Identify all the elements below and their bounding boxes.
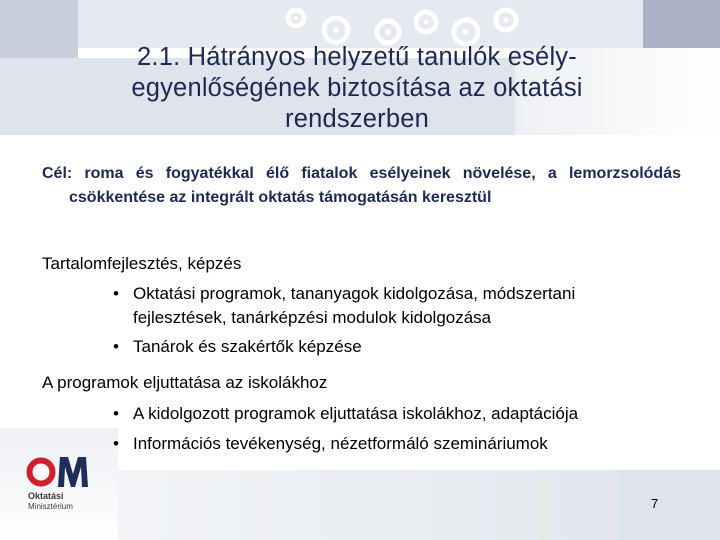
slide-title — [30, 42, 684, 135]
slide-title-line-2: egyenlőségének biztosítása az oktatási — [131, 74, 583, 102]
bullet-item — [113, 402, 673, 426]
logo-caption — [28, 491, 118, 512]
slide-title-line-3: rendszerben — [285, 105, 429, 133]
page-number: 7 — [651, 496, 659, 511]
bullet-icon: • — [113, 337, 119, 356]
bullet-icon: • — [113, 434, 119, 453]
bullet-icon: • — [113, 284, 119, 303]
om-logo-icon — [26, 454, 92, 490]
background-block-bottom-right — [618, 470, 720, 540]
bullet-text: Oktatási programok, tananyagok kidolgozása, módszertani fejlesztések, tanárképzési modulok kidolgozása — [133, 284, 576, 327]
background-block-top-right — [643, 0, 720, 48]
logo-caption-line-1: Oktatási — [28, 491, 64, 501]
goal-statement: Cél: roma és fogyatékkal élő fiatalok esélyeinek növelése, a lemorzsolódás csökkentése az integrált oktatás támogatásán keresztül — [42, 165, 681, 206]
background-band-bottom — [118, 470, 618, 540]
bullet-text: A kidolgozott programok eljuttatása iskolákhoz, adaptációja — [133, 404, 579, 423]
bullet-item — [113, 335, 673, 359]
bullet-text: Információs tevékenység, nézetformáló szemináriumok — [133, 434, 548, 453]
logo-caption-line-2: Minisztérium — [28, 502, 73, 511]
bullet-item — [113, 432, 673, 456]
bullet-item — [113, 282, 673, 330]
slide-title-line-1: 2.1. Hátrányos helyzetű tanulók esély- — [137, 43, 577, 71]
section-heading-program-delivery: A programok eljuttatása az iskolákhoz — [42, 373, 328, 392]
bullet-text: Tanárok és szakértők képzése — [133, 337, 362, 356]
bullet-icon: • — [113, 404, 119, 423]
section-heading-content-development: Tartalomfejlesztés, képzés — [42, 254, 242, 273]
